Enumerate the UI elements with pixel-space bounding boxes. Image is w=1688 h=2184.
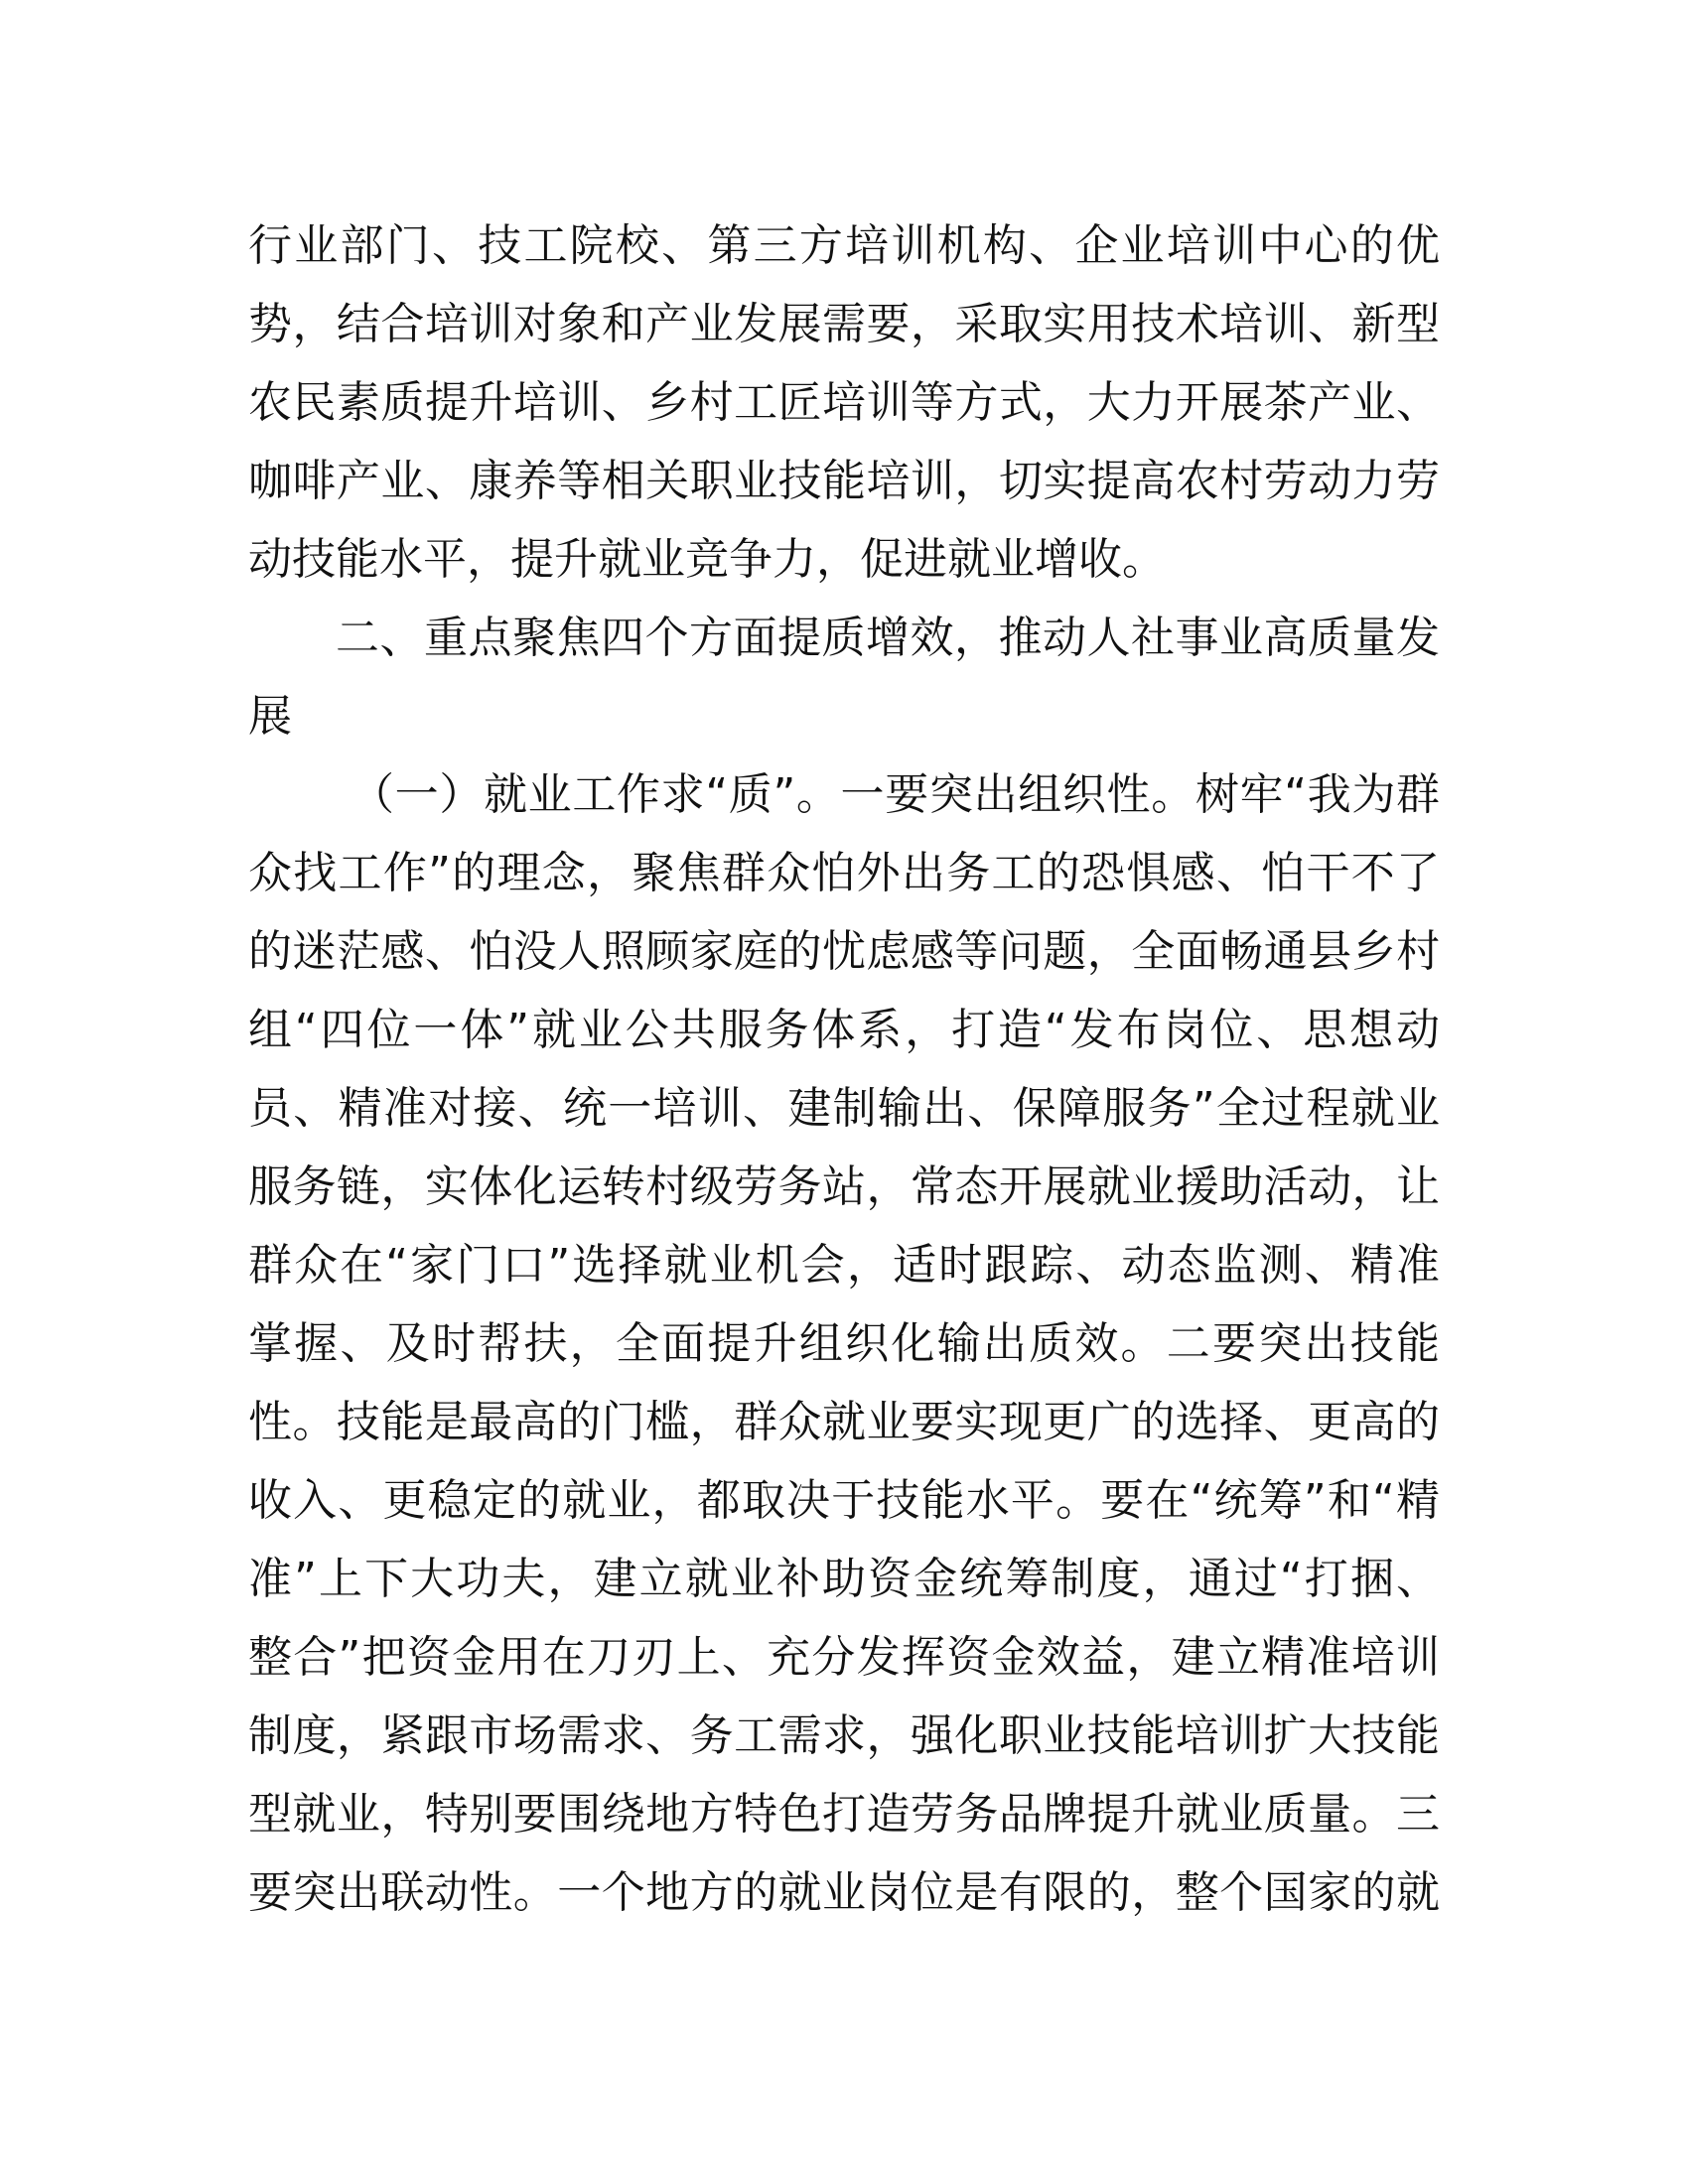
paragraph-skills-training [248,206,1440,599]
text-line: 群众在“家门口”选择就业机会，适时跟踪、动态监测、精准 [248,1240,1440,1291]
text-line: 掌握、及时帮扶，全面提升组织化输出质效。二要突出技能 [248,1318,1440,1369]
paragraph-employment-quality [248,755,1440,1932]
text-line: 整合”把资金用在刀刃上、充分发挥资金效益，建立精准培训 [248,1632,1440,1683]
text-line: （一）就业工作求“质”。一要突出组织性。树牢“我为群 [351,769,1440,820]
text-line: 收入、更稳定的就业，都取决于技能水平。要在“统筹”和“精 [248,1475,1440,1526]
section-heading-two [248,599,1440,755]
text-line: 行业部门、技工院校、第三方培训机构、企业培训中心的优 [248,220,1440,271]
heading-line: 二、重点聚焦四个方面提质增效，推动人社事业高质量发 [336,613,1440,663]
text-line: 准”上下大功夫，建立就业补助资金统筹制度，通过“打捆、 [248,1554,1440,1604]
text-line: 服务链，实体化运转村级劳务站，常态开展就业援助活动，让 [248,1161,1440,1212]
text-line: 众找工作”的理念，聚焦群众怕外出务工的恐惧感、怕干不了 [248,848,1440,898]
text-line: 的迷茫感、怕没人照顾家庭的忧虑感等问题，全面畅通县乡村 [248,926,1440,977]
text-line: 员、精准对接、统一培训、建制输出、保障服务”全过程就业 [248,1083,1440,1134]
text-line: 咖啡产业、康养等相关职业技能培训，切实提高农村劳动力劳 [248,456,1440,506]
text-line: 组“四位一体”就业公共服务体系，打造“发布岗位、思想动 [248,1005,1440,1055]
text-line: 型就业，特别要围绕地方特色打造劳务品牌提升就业质量。三 [248,1789,1440,1840]
text-line: 农民素质提升培训、乡村工匠培训等方式，大力开展茶产业、 [248,377,1440,428]
heading-line: 展 [248,691,292,742]
document-page [248,206,1440,1932]
text-line: 制度，紧跟市场需求、务工需求，强化职业技能培训扩大技能 [248,1710,1440,1761]
text-line: 性。技能是最高的门槛，群众就业要实现更广的选择、更高的 [248,1397,1440,1447]
text-line: 动技能水平，提升就业竞争力，促进就业增收。 [248,534,1166,585]
text-line: 要突出联动性。一个地方的就业岗位是有限的，整个国家的就 [248,1867,1440,1918]
text-line: 势，结合培训对象和产业发展需要，采取实用技术培训、新型 [248,299,1440,349]
